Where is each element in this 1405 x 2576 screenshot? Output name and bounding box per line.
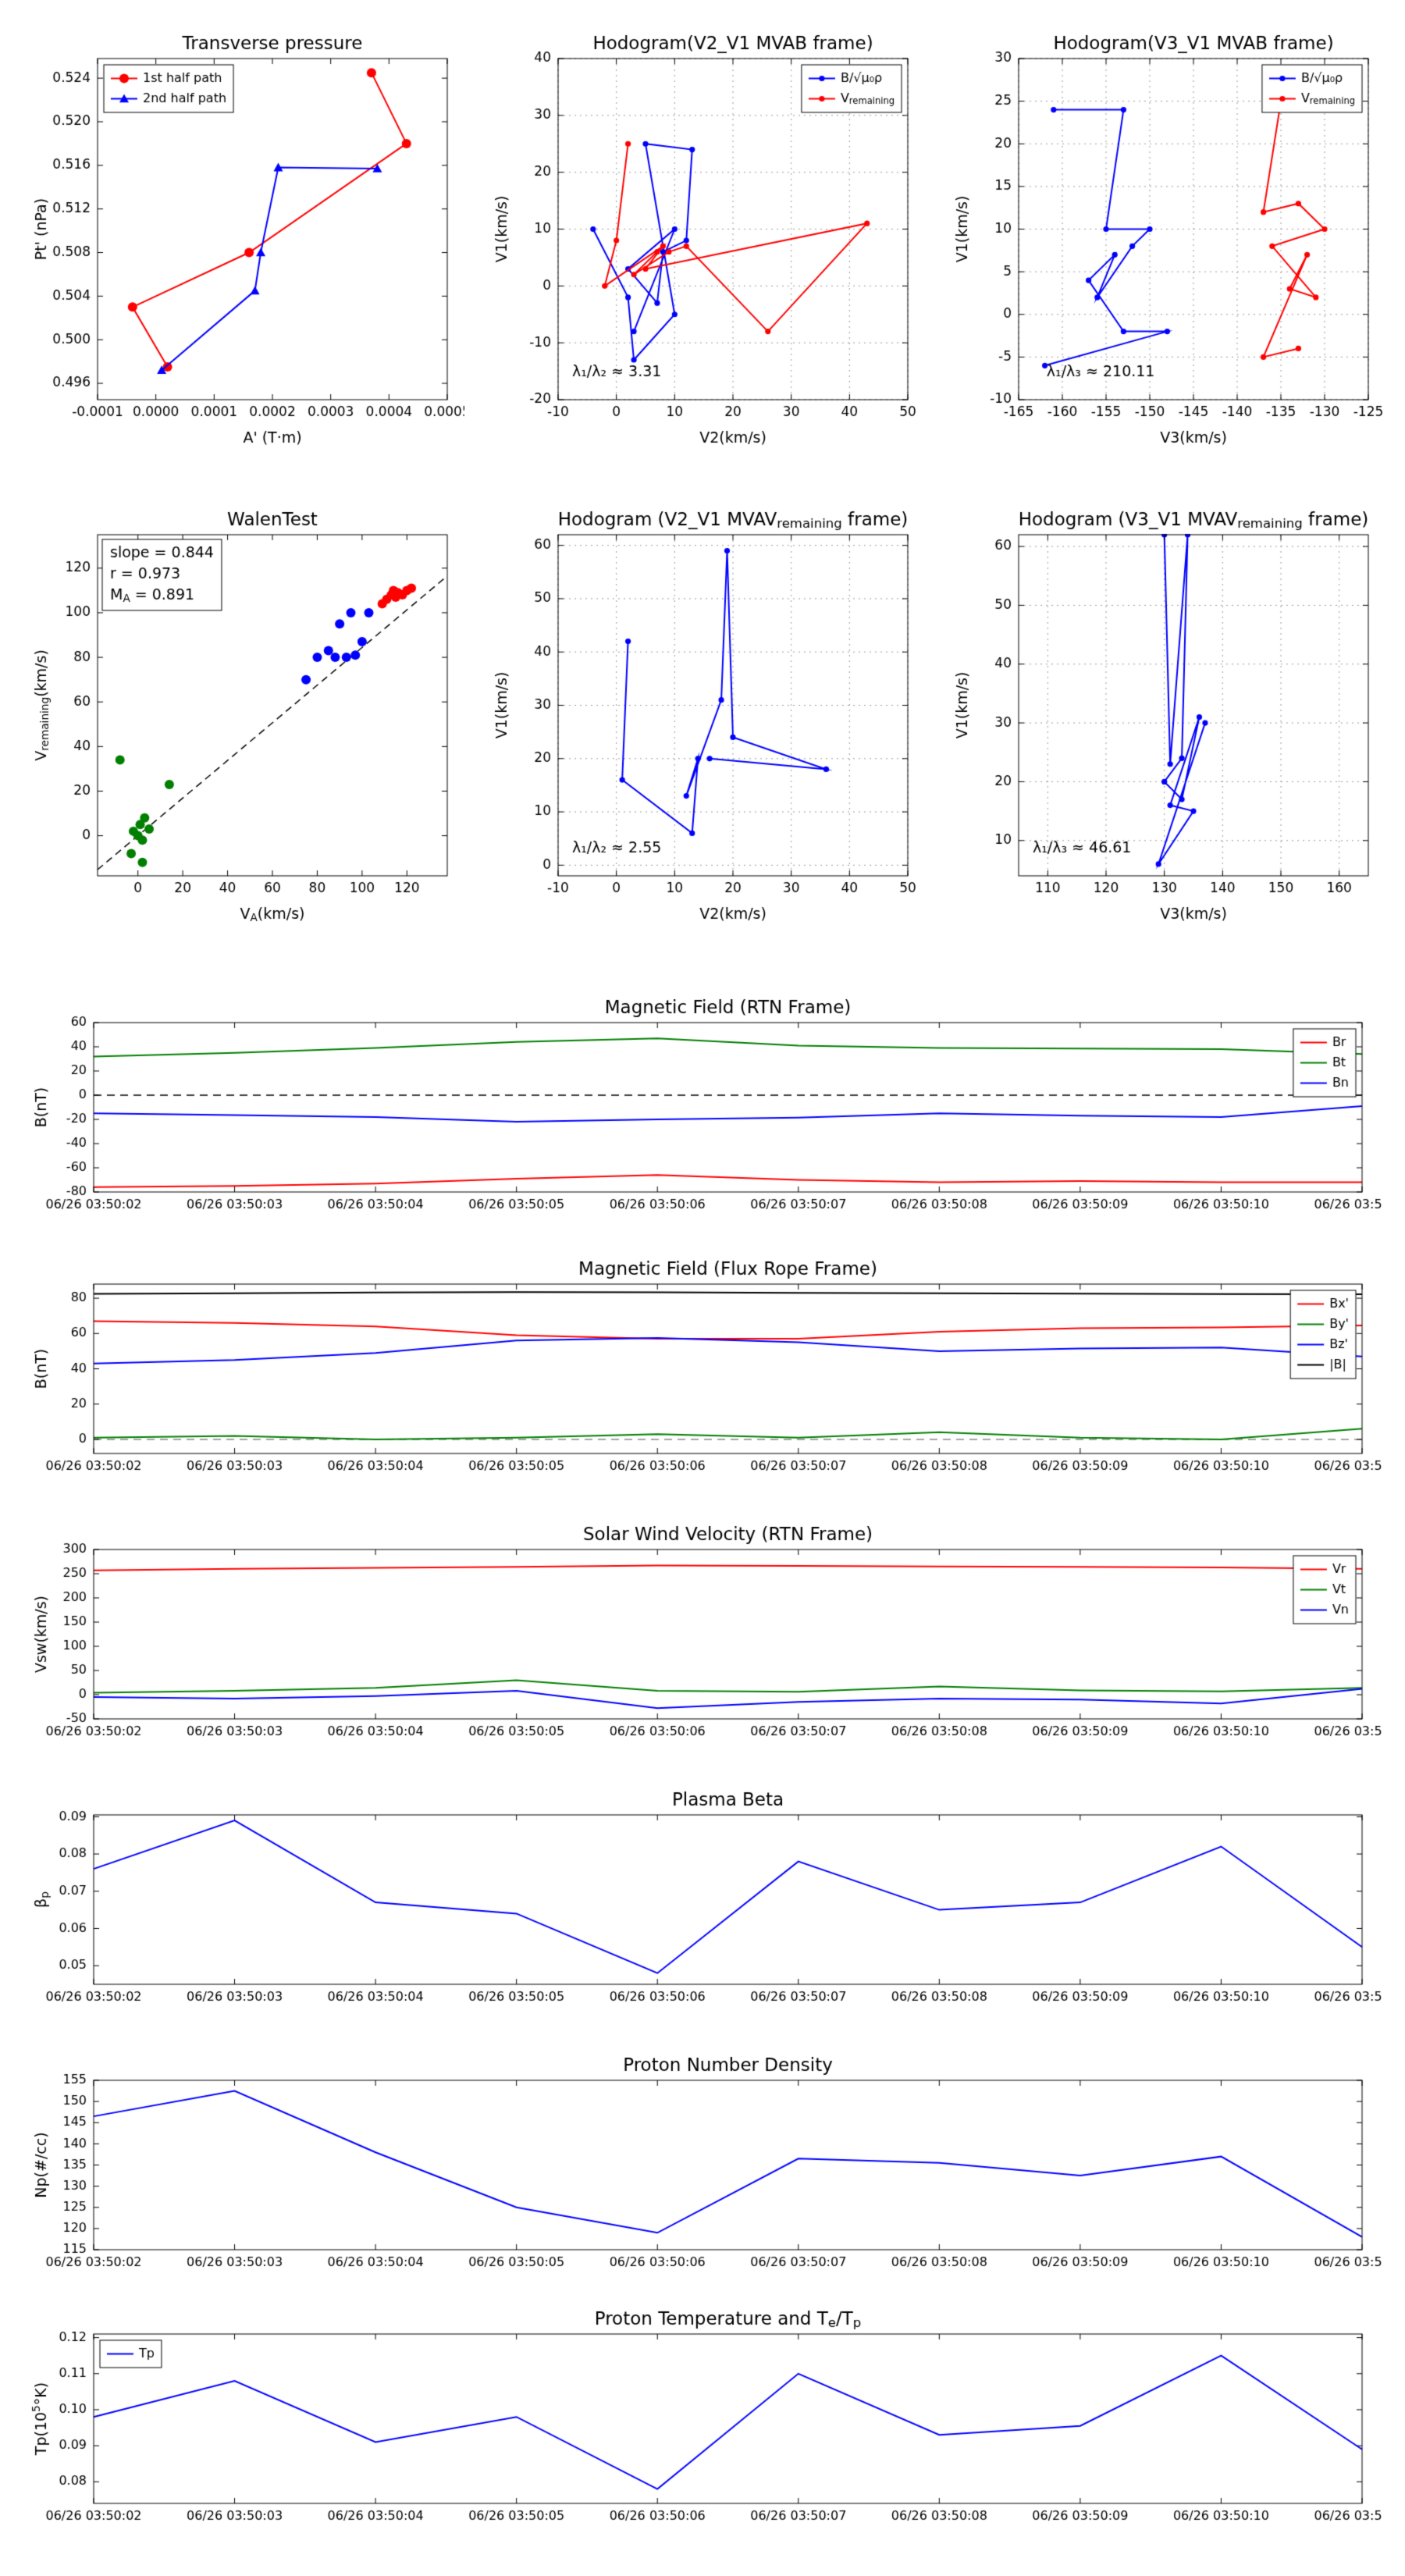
chart-hodogram-v3v1-mvab	[944, 20, 1385, 461]
chart-hodogram-v3v1-mvav	[944, 496, 1385, 937]
chart-plasma-beta	[23, 1780, 1382, 2022]
chart-transverse-pressure	[23, 20, 464, 461]
chart-proton-number-density	[23, 2045, 1382, 2287]
chart-solar-wind-velocity	[23, 1514, 1382, 1756]
chart-proton-temperature	[23, 2299, 1382, 2541]
chart-magnetic-field-fluxrope	[23, 1249, 1382, 1491]
chart-hodogram-v2v1-mvav	[484, 496, 925, 937]
chart-walen-test	[23, 496, 464, 937]
chart-magnetic-field-rtn	[23, 987, 1382, 1229]
chart-hodogram-v2v1-mvab	[484, 20, 925, 461]
